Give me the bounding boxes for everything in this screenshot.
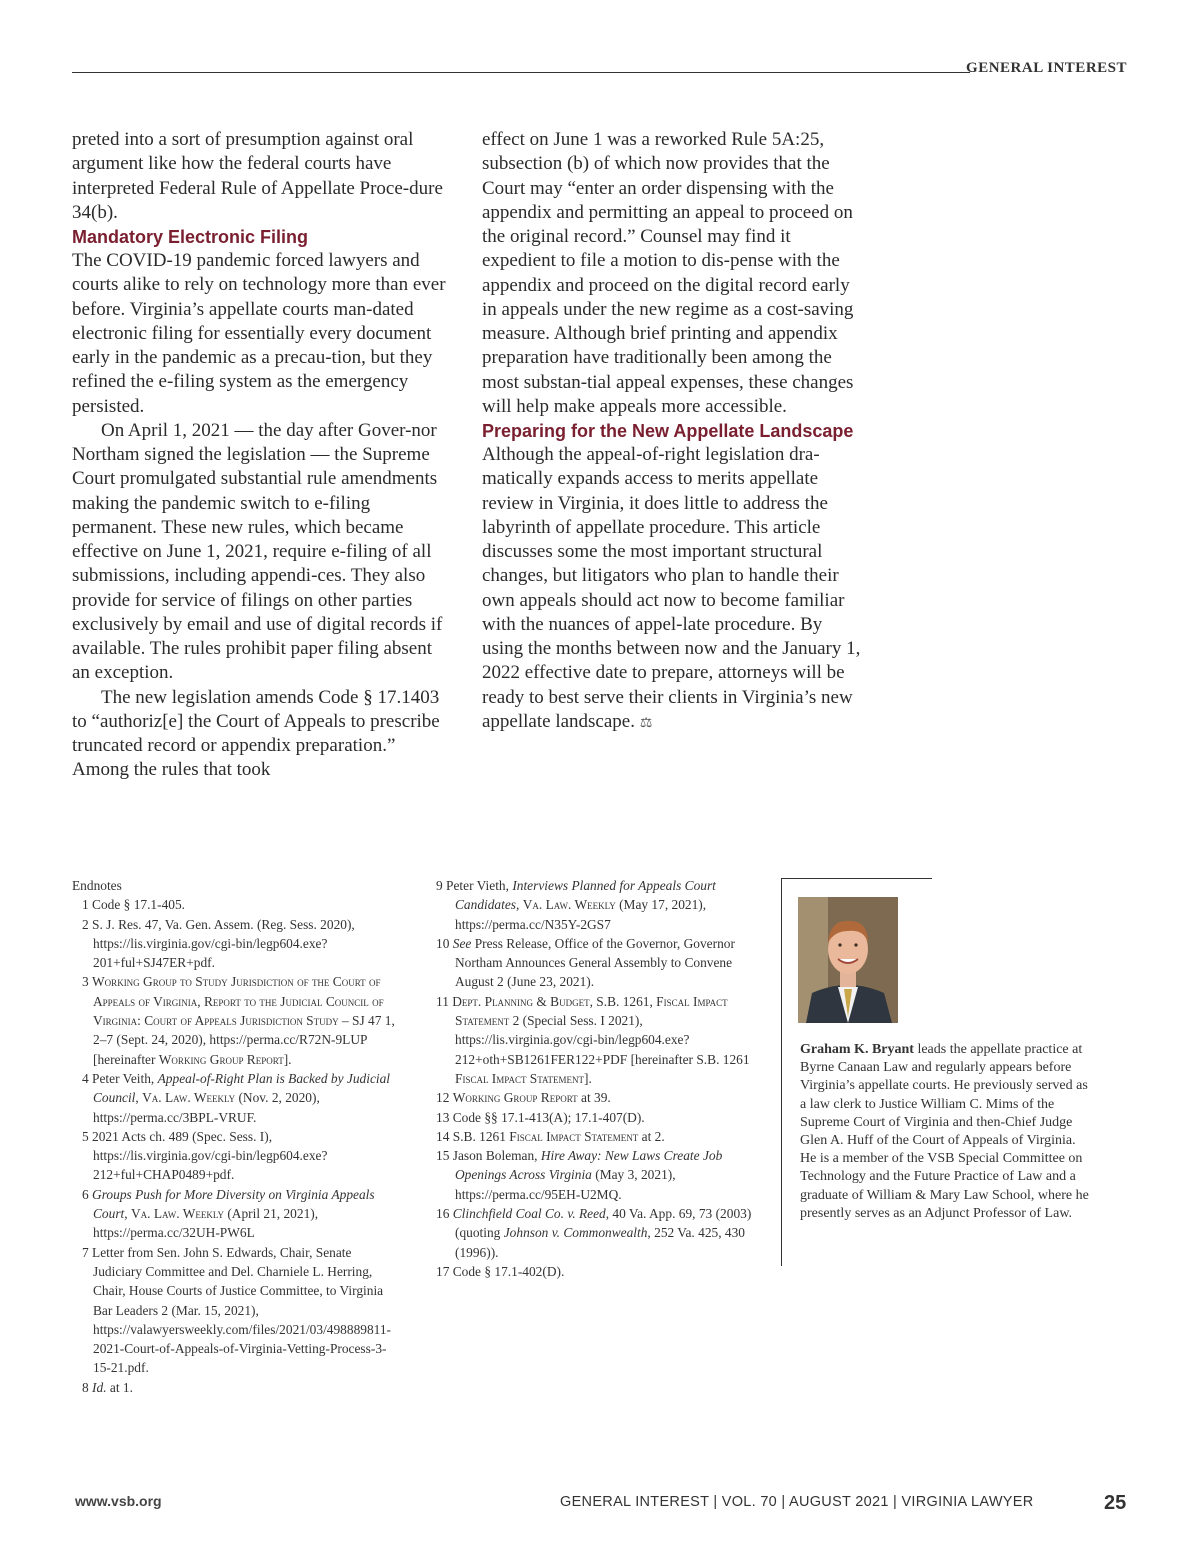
endnote: 2 S. J. Res. 47, Va. Gen. Assem. (Reg. Sess. 2020), https://lis.virginia.gov/cgi-bin/legp604.exe?201+ful+SJ47ER+pdf.	[82, 916, 355, 971]
endnote-text: (Nov. 2, 2020), https://perma.cc/3BPL-VRUF.	[93, 1090, 320, 1125]
endnotes-title: Endnotes	[72, 878, 122, 893]
endnote-text: 15 Jason Boleman,	[436, 1148, 541, 1164]
endnote-publication: Va. Law. Weekly	[130, 1206, 224, 1222]
endnote: 13 Code §§ 17.1-413(A); 17.1-407(D).	[436, 1109, 645, 1125]
scales-of-justice-icon: ⚖	[639, 714, 653, 731]
endnote-citation: S.B. 1261 Fiscal Impact Statement	[452, 1128, 639, 1144]
endnote	[436, 1204, 756, 1262]
endnote-text: at 1.	[106, 1379, 133, 1395]
endnote	[436, 1146, 756, 1204]
endnote-number: 10	[436, 935, 453, 951]
endnote	[436, 876, 756, 934]
endnote-text: ,	[135, 1090, 143, 1106]
endnote-text: Press Release, Office of the Governor, Governor Northam Announces General Assembly to Convene August 2 (June 23, 2021).	[455, 935, 735, 990]
author-name: Graham K. Bryant	[800, 1042, 914, 1057]
endnote: 5 2021 Acts ch. 489 (Spec. Sess. I), https://lis.virginia.gov/cgi-bin/legp604.exe?212+ful+CHAP0489+pdf.	[82, 1128, 328, 1183]
endnotes-column-1	[72, 876, 402, 1397]
endnote	[436, 1127, 756, 1146]
endnote-citation: Working Group Report	[158, 1051, 284, 1067]
endnote-number: 11	[436, 993, 453, 1009]
endnote	[436, 992, 756, 1088]
endnote-title: Interviews Planned for Appeals Court Candidates	[455, 878, 716, 913]
endnote-number: 14	[436, 1128, 453, 1144]
author-bio	[800, 1041, 1090, 1223]
endnote-title: Id.	[92, 1379, 107, 1395]
endnote-text: at 2.	[638, 1128, 665, 1144]
bio-rule-horizontal	[781, 878, 932, 879]
endnote-number: 3	[82, 974, 93, 990]
paragraph	[482, 443, 862, 735]
author-photo-illustration	[798, 897, 898, 1023]
header-rule	[72, 72, 970, 73]
paragraph: effect on June 1 was a reworked Rule 5A:25, subsection (b) of which now provides that the Court may “enter an order dispensing with the appendix and permitting an appeal to proceed on the original record.” Counsel may find it expedient to file a motion to dis-pense with the appendix and proceed on the digital record early in appeals under the new regime as a cost-saving measure. Although brief printing and appendix preparation have traditionally been among the most substan-tial appeal expenses, these changes will help make appeals more accessible.	[482, 129, 854, 417]
endnote-case: Clinchfield Coal Co. v. Reed	[452, 1206, 606, 1222]
paragraph: preted into a sort of presumption against oral argument like how the federal courts have interpreted Federal Rule of Appellate Proce-dure 34(b).	[72, 129, 443, 223]
endnote-citation: S.B. 1261 Fiscal Impact Statement	[455, 1051, 750, 1086]
paragraph: On April 1, 2021 — the day after Gover-nor Northam signed the legislation — the Supreme Court promulgated substantial rule amendments making the pandemic switch to e-filing permanent. These new rules, which became effective on June 1, 2021, require e-filing of all submissions, including appendi-ces. They also provide for service of filings on other parties exclusively by email and use of digital records if available. The rules prohibit paper filing absent an exception.	[72, 419, 443, 684]
page-number: 25	[1104, 1492, 1127, 1514]
endnote-citation: Working Group Report	[452, 1090, 578, 1106]
endnote: 17 Code § 17.1-402(D).	[436, 1263, 565, 1279]
bio-rule-vertical	[781, 878, 782, 1266]
endnote-signal: See	[452, 935, 472, 951]
endnote-text: – SJ 47 1, 2–7 (Sept. 24, 2020), https://perma.cc/R72N-9LUP [hereinafter	[93, 1013, 395, 1067]
endnote	[72, 972, 402, 1068]
endnote-title: Groups Push for More Diversity on Virginia Appeals Court	[92, 1186, 375, 1222]
endnote-title: Hire Away: New Laws Create Job Openings Across Virginia	[455, 1148, 723, 1183]
article-column-right	[482, 128, 862, 735]
endnote	[72, 1185, 402, 1243]
endnote-text: ,	[516, 897, 523, 913]
endnote-text: , 252 Va. 425, 430 (1996)).	[455, 1225, 745, 1260]
endnote-text: (April 21, 2021), https://perma.cc/32UH-PW6L	[93, 1206, 319, 1241]
endnote-text: ].	[584, 1070, 592, 1086]
endnote-text: , 40 Va. App. 69, 73 (2003) (quoting	[455, 1206, 752, 1241]
endnote	[72, 1378, 402, 1397]
endnote-number: 12	[436, 1090, 453, 1106]
endnote-title: Appeal-of-Right Plan is Backed by Judicial Council	[93, 1070, 391, 1106]
footer-masthead: GENERAL INTEREST | VOL. 70 | AUGUST 2021 | VIRGINIA LAWYER	[560, 1494, 1034, 1510]
endnote-text: at 39.	[577, 1090, 611, 1106]
endnote-case: Johnson v. Commonwealth	[503, 1225, 648, 1241]
footer-website[interactable]: www.vsb.org	[75, 1493, 162, 1509]
endnote-publication: Va. Law. Weekly	[142, 1090, 236, 1106]
endnote	[436, 934, 756, 992]
endnote-number: 16	[436, 1206, 453, 1222]
author-bio-text: leads the appellate practice at Byrne Canaan Law and regularly appears before Virginia’s appellate courts. He previously served as a law clerk to Justice William C. Mims of the Supreme Court of Virginia and then-Chief Judge Glen A. Huff of the Court of Appeals of Virginia. He is a member of the VSB Special Committee on Technology and the Future Practice of Law and a graduate of William & Mary Law School, where he presently serves as an Adjunct Professor of Law.	[800, 1042, 1089, 1221]
endnote-text: (May 17, 2021), https://perma.cc/N35Y-2GS7	[455, 897, 707, 932]
endnote	[436, 1088, 756, 1107]
endnote-publication: Va. Law. Weekly	[522, 897, 616, 913]
endnote-text: (May 3, 2021), https://perma.cc/95EH-U2MQ.	[455, 1167, 676, 1202]
endnote-text: 4 Peter Veith,	[82, 1070, 158, 1086]
endnote-text: 9 Peter Vieth,	[436, 878, 513, 893]
article-column-left	[72, 128, 452, 783]
endnote-text: ,	[124, 1206, 131, 1222]
endnote-text: ].	[283, 1051, 292, 1067]
author-portrait	[798, 897, 898, 1023]
section-heading-appellate-landscape: Preparing for the New Appellate Landscape	[482, 421, 854, 441]
endnote-citation: Dept. Planning & Budget, S.B. 1261, Fiscal Impact Statement	[452, 993, 728, 1029]
section-heading-electronic-filing: Mandatory Electronic Filing	[72, 227, 309, 247]
endnotes-column-2	[436, 876, 756, 1281]
endnote: 1 Code § 17.1-405.	[82, 897, 186, 913]
endnote: 7 Letter from Sen. John S. Edwards, Chair, Senate Judiciary Committee and Del. Charniele L. Herring, Chair, House Courts of Justice Committee, to Virginia Bar Leaders 2 (Mar. 15, 2021), https://valawyersweekly.com/files/2021/03/498889811-2021-Court-of-Appeals-of-Virginia-Vetting-Process-3-15-21.pdf.	[82, 1244, 392, 1376]
endnote-number: 8	[82, 1379, 93, 1395]
endnote	[72, 1069, 402, 1127]
endnote-citation: Working Group to Study Jurisdiction of the Court of Appeals of Virginia, Report to the Judicial Council of Virginia: Court of Appeals Jurisdiction Study	[92, 974, 384, 1029]
paragraph-text: Although the appeal-of-right legislation dra-matically expands access to merits appellate review in Virginia, it does little to address the labyrinth of appellate procedure. This article discusses some the most important structural changes, but litigators who plan to handle their own appeals should act now to become familiar with the nuances of appel-late procedure. By using the months between now and the January 1, 2022 effective date to prepare, attorneys will be ready to best serve their clients in Virginia’s new appellate landscape.	[482, 444, 861, 732]
endnote-number: 6	[82, 1186, 93, 1202]
endnote-text: 2 (Special Sess. I 2021), https://lis.virginia.gov/cgi-bin/legp604.exe?212+oth+SB1261FER122+PDF [hereinafter	[455, 1013, 697, 1067]
paragraph: The COVID-19 pandemic forced lawyers and courts alike to rely on technology more than ever before. Virginia’s appellate courts man-dated electronic filing for essentially every document early in the pandemic as a precau-tion, but they refined the e-filing system as the emergency persisted.	[72, 250, 446, 417]
paragraph: The new legislation amends Code § 17.1403 to “authoriz[e] the Court of Appeals to prescribe truncated record or appendix preparation.” Among the rules that took	[72, 686, 440, 781]
section-label: GENERAL INTEREST	[966, 60, 1127, 76]
